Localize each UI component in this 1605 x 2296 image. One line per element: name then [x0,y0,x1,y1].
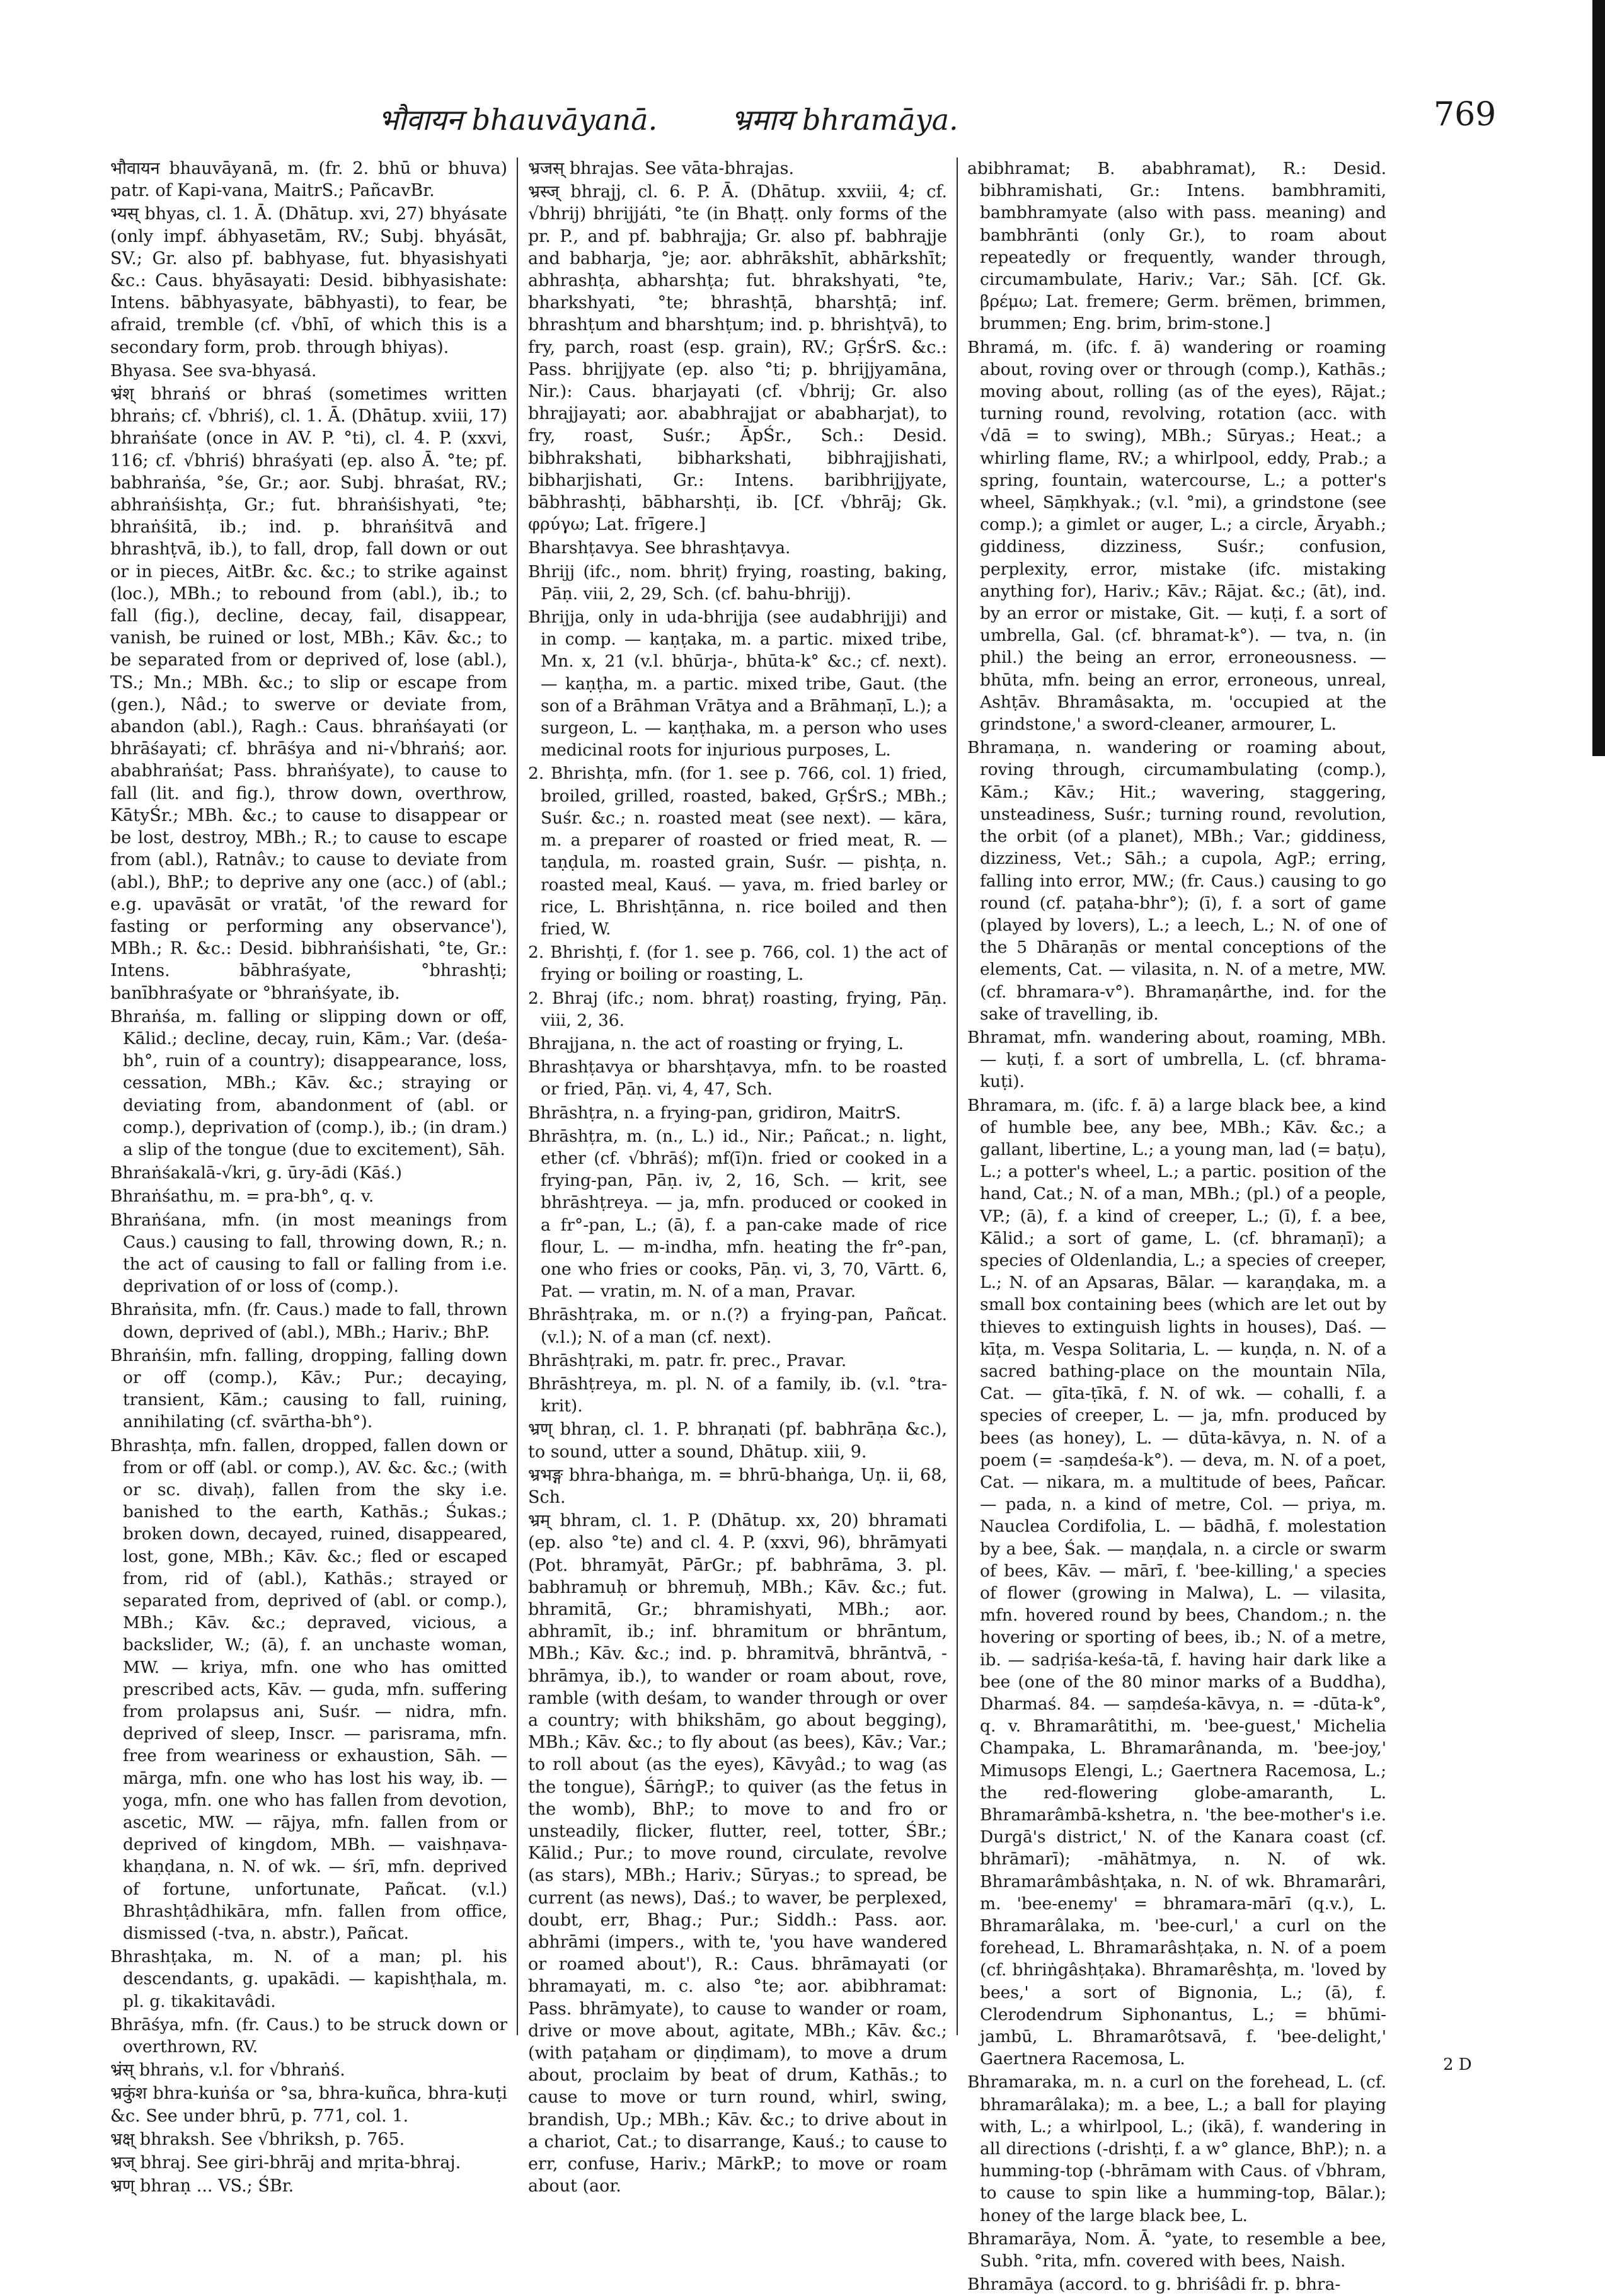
dictionary-entry: Bhramarāya, Nom. Ā. °yate, to resemble a bee, Subh. °rita, mfn. covered with bees, Naish. [967,2229,1386,2271]
running-head-left: भौवायन bhauvāyanā. [378,103,658,137]
entry-text: भ्रजस् bhrajas. See vāta-bhrajas. [528,159,795,178]
dictionary-entry [110,2128,507,2150]
dictionary-entry: Bhramara, m. (ifc. f. ā) a large black bee, a kind of humble bee, any bee, MBh.; Kāv. &c.; a gallant, libertine, L.; a young man, lad (= baṭu), L.; a potter's wheel, L.; a partic. position of the hand, Cat.; N. of a man, MBh.; (pl.) of a people, VP.; (ā), f. a kind of creeper, L.; (ī), f. a bee, Kālid.; a sort of game, L. (cf. bhramaṇī); a species of Oldenlandia, L.; a species of creeper, L.; N. of an Apsaras, Bālar. — karaṇḍaka, m. a small box containing bees (which are let out by thieves to extinguish lights in houses), Daś. — kīṭa, m. Vespa Solitaria, L. — kuṇḍa, n. N. of a sacred bathing-place on the mountain Nīla, Cat. — gīta-ṭīkā, f. N. of wk. — cohalli, f. a species of creeper, L. — ja, mfn. produced by bees (as honey), L. — dūta-kāvya, n. N. of a poem (= -saṃdeśa-k°). — deva, m. N. of a poet, Cat. — nikara, m. a multitude of bees, Pañcar. — pada, n. a kind of metre, Col. — priya, m. Nauclea Cordifolia, L. — bādhā, f. molestation by a bee, Śak. — maṇḍala, n. a circle or swarm of bees, Kāv. — mārī, f. 'bee-killing,' a species of flower (growing in Malwa), L. — vilasita, mfn. hovered round by bees, Chandom.; n. the hovering or sporting of bees, ib.; N. of a metre, ib. — sadṛiśa-keśa-tā, f. having hair dark like a bee (one of the 80 minor marks of a Buddha), Dharmaś. 84. — saṃdeśa-kāvya, n. = -dūta-k°, q. v. Bhramarâtithi, m. 'bee-guest,' Michelia Champaka, L. Bhramarânanda, m. 'bee-joy,' Mimusops Elengi, L.; Gaertnera Racemosa, L.; the red-flowering globe-amaranth, L. Bhramarâmbā-kshetra, n. 'the bee-mother's i.e. Durgā's district,' N. of the Kanara coast (cf. bhrāmarī); -māhātmya, n. N. of wk. Bhramarâmbâshṭaka, n. N. of wk. Bhramarâri, m. 'bee-enemy' = bhramara-mārī (q.v.), L. Bhramarâlaka, m. 'bee-curl,' a curl on the forehead, L. Bhramarâshṭaka, n. N. of a poem (cf. bhriṅgâshṭaka). Bhramarêshṭa, m. 'loved by bees,' a sort of Bignonia, L.; (ā), f. Clerodendrum Siphonantus, L.; = bhūmi-jambū, L. Bhramarôtsavā, f. 'bee-delight,' Gaertnera Racemosa, L. [967,1095,1386,2069]
column-1 [110,158,507,2196]
dictionary-entry [528,1418,947,1462]
dictionary-entry: 2. Bhraj (ifc.; nom. bhraṭ) roasting, frying, Pāṇ. viii, 2, 36. [528,988,947,1030]
entry-text: भ्रण् bhraṇ, cl. 1. P. bhraṇati (pf. babhrāṇa &c.), to sound, utter a sound, Dhātup. xiii, 9. [528,1420,947,1462]
entry-text: भ्रक्ष् bhraksh. See √bhriksh, p. 765. [110,2129,405,2149]
thumb-index-tab [1592,0,1605,756]
dictionary-entry: Bhraṅśakalā-√kri, g. ūry-ādi (Kāś.) [110,1163,402,1183]
entry-text: भ्रकुंश bhra-kuṅśa or °sa, bhra-kuñca, bhra-kuṭi &c. See under bhrū, p. 771, col. 1. [110,2084,507,2126]
dictionary-entry: Bhramat, mfn. wandering about, roaming, MBh. — kuṭi, f. a sort of umbrella, L. (cf. bhrama-kuṭi). [967,1027,1386,1092]
entry-text: भ्रभङ्ग bhra-bhaṅga, m. = bhrū-bhaṅga, Uṇ. ii, 68, Sch. [528,1465,947,1507]
dictionary-entry: Bhraṅśa, m. falling or slipping down or off, Kālid.; decline, decay, ruin, Kām.; Var. (deśa-bh°, ruin of a country); disappearance, loss, cessation, MBh.; Kāv. &c.; straying or deviating from, abandonment of (abl. or comp.), deprivation of (comp.), ib.; (in dram.) a slip of the tongue (due to excitement), Sāh. [110,1006,507,1159]
dictionary-entry: Bhrashṭavya or bharshṭavya, mfn. to be roasted or fried, Pāṇ. vi, 4, 47, Sch. [528,1057,947,1099]
dictionary-entry: 2. Bhrishṭi, f. (for 1. see p. 766, col. 1) the act of frying or boiling or roasting, L. [528,943,947,985]
dictionary-entry [528,158,947,180]
dictionary-entry: Bhrāshṭra, n. a frying-pan, gridiron, MaitrS. [528,1103,901,1123]
dictionary-entry [528,1464,947,1508]
running-head-right: भ्रमाय bhramāya. [731,103,958,137]
dictionary-entry: Bharshṭavya. See bhrashṭavya. [528,538,791,558]
dictionary-entry: Bhrāshṭra, m. (n., L.) id., Nir.; Pañcat.; n. light, ether (cf. √bhrāś); mf(ī)n. fried or cooked in a frying-pan, Pāṇ. iv, 2, 16, Sch. — krit, see bhrāshṭreya. — ja, mfn. produced or cooked in a fr°-pan, L.; (ā), f. a pan-cake made of rice flour, L. — m-indha, mfn. heating the fr°-pan, one who fries or cooks, Pāṇ. vi, 3, 70, Vārtt. 6, Pat. — vratin, m. N. of a man, Pravar. [528,1126,947,1302]
dictionary-entry [110,383,507,1004]
column-divider [517,158,518,2035]
dictionary-entry: 2. Bhrishṭa, mfn. (for 1. see p. 766, col. 1) fried, broiled, grilled, roasted, baked, GṛŚrS.; MBh.; Suśr. &c.; n. roasted meat (see next). — kāra, m. a preparer of roasted or fried meat, R. — taṇḍula, m. roasted grain, Suśr. — pishṭa, n. roasted meal, Kauś. — yava, m. fried barley or rice, L. Bhrishṭānna, n. rice boiled and then fried, W. [528,764,947,939]
entry-text: भ्रंस् bhraṅs, v.l. for √bhraṅś. [110,2060,345,2081]
page-number: 769 [1434,96,1497,134]
dictionary-entry: Bhrajjana, n. the act of roasting or frying, L. [528,1033,904,1053]
dictionary-entry: Bhraṅśathu, m. = pra-bh°, q. v. [110,1186,374,1207]
entry-text: भ्रण् bhraṇ ... VS.; ŚBr. [110,2176,294,2196]
dictionary-entry [110,2059,507,2081]
dictionary-entry: Bhrāśya, mfn. (fr. Caus.) to be struck down or overthrown, RV. [110,2014,507,2057]
column-2 [528,158,947,2196]
dictionary-entry [110,2152,507,2174]
dictionary-entry: Bhrashṭaka, m. N. of a man; pl. his descendants, g. upakādi. — kapishṭhala, m. pl. g. tikakitavâdi. [110,1947,507,2011]
dictionary-entry: Bhraṅsita, mfn. (fr. Caus.) made to fall, thrown down, deprived of (abl.), MBh.; Hariv.; BhP. [110,1300,507,1342]
dictionary-entry [528,181,947,536]
dictionary-entry: Bhrijj (ifc., nom. bhriṭ) frying, roasting, baking, Pāṇ. viii, 2, 29, Sch. (cf. bahu-bhrijj). [528,561,947,604]
dictionary-entry: Bhraṅśin, mfn. falling, dropping, falling down or off (comp.), Kāv.; Pur.; decaying, transient, Kām.; causing to fall, ruining, annihilating (cf. svārtha-bh°). [110,1345,507,1432]
dictionary-entry: Bhrāshṭreya, m. pl. N. of a family, ib. (v.l. °tra-krit). [528,1374,947,1416]
dictionary-entry: Bhraṅśana, mfn. (in most meanings from Caus.) causing to fall, throwing down, R.; n. the act of causing to fall or falling from i.e. deprivation of or loss of (comp.). [110,1210,507,1297]
dictionary-entry: Bhrashṭa, mfn. fallen, dropped, fallen down or from or off (abl. or comp.), AV. &c. &c.; (with or sc. divaḥ), fallen from the sky i.e. banished to the earth, Kathās.; Śukas.; broken down, decayed, ruined, disappeared, lost, gone, MBh.; Kāv. &c.; fled or escaped from, rid of (abl.), Kathās.; strayed or separated from, deprived of (abl. or comp.), MBh.; Kāv. &c.; depraved, vicious, a backslider, W.; (ā), f. an unchaste woman, MW. — kriya, mfn. one who has omitted prescribed acts, Kāv. — guda, mfn. suffering from prolapsus ani, Suśr. — nidra, mfn. deprived of sleep, Inscr. — parisrama, mfn. free from weariness or exhaustion, Sāh. — mārga, mfn. one who has lost his way, ib. — yoga, mfn. one who has fallen from devotion, ascetic, MW. — rājya, mfn. fallen from or deprived of kingdom, MBh. — vaishṇava-khaṇḍana, n. N. of wk. — śrī, mfn. deprived of fortune, unfortunate, Pañcat. (v.l.) Bhrashṭâdhikāra, mfn. fallen from office, dismissed (-tva, n. abstr.), Pañcat. [110,1435,507,1944]
column-3 [967,158,1386,2295]
entry-text: भ्रम् bhram, cl. 1. P. (Dhātup. xx, 20) bhramati (ep. also °te) and cl. 4. P. (xxvi, 96), bhrāmyati (Pot. bhramyāt, PārGr.; pf. babhrāma, 3. pl. babhramuḥ or bhremuḥ, MBh.; Kāv. &c.; fut. bhramitā, Gr.; bhramishyati, MBh.; aor. abhramīt, ib.; inf. bhramitum or bhrāntum, MBh.; Kāv. &c.; ind. p. bhramitvā, bhrāntvā, -bhrāmya, ib.), to wander or roam about, rove, ramble (with deśam, to wander through or over a country; with bhikshām, go about begging), MBh.; Kāv. &c.; to fly about (as bees), Kāv.; Var.; to roll about (as the eyes), Kāvyâd.; to wag (as the tongue), ŚārṅgP.; to quiver (as the fetus in the womb), BhP.; to move to and fro or unsteadily, flicker, flutter, reel, totter, ŚBr.; Kālid.; Pur.; to move round, circulate, revolve (as stars), MBh.; Hariv.; Sūryas.; to spread, be current (as news), Daś.; to waver, be perplexed, doubt, err, Bhag.; Pur.; Siddh.: Pass. aor. abhrāmi (impers., with te, 'you have wandered or roamed about'), R.: Caus. bhrāmayati (or bhramayati, m. c. also °te; aor. abibhramat: Pass. bhrāmyate), to cause to wander or roam, drive or move about, agitate, MBh.; Kāv. &c.; (with paṭaham or ḍiṇḍimam), to move a drum about, proclaim by beat of drum, Kathās.; to cause to move or turn round, whirl, swing, brandish, Up.; MBh.; Kāv. &c.; to drive about in a chariot, Cat.; to disarrange, Kauś.; to cause to err, confuse, Hariv.; MārkP.; to move or roam about (aor. [528,1511,947,2196]
entry-text: भ्रस्ज् bhrajj, cl. 6. P. Ā. (Dhātup. xxviii, 4; cf. √bhrij) bhrijjáti, °te (in Bhaṭṭ. only forms of the pr. P., and pf. babhrajja; Gr. also pf. babhrajje and babharja, °je; aor. abhrākshīt, abhārkshīt; abhrashṭa, abharshṭa; fut. bhrakshyati, °te, bharkshyati, °te; bhrashṭā, bharshṭā; inf. bhrashṭum and bharshṭum; ind. p. bhrishṭvā), to fry, parch, roast (esp. grain), RV.; GṛŚrS. &c.: Pass. bhrijjyate (ep. also °ti; p. bhrijjyamāna, Nir.): Caus. bharjayati (cf. √bhrij; Gr. also bhrajjayati; aor. ababhrajjat or ababharjat), to fry, roast, Suśr.; ĀpŚr., Sch.: Desid. bibhrakshati, bibharkshati, bibhrajjishati, bibharjishati, Gr.: Intens. baribhrijjyate, bābhrashṭi, bābharshṭi, ib. [Cf. √bhrāj; Gk. φρύγω; Lat. frīgere.] [528,182,947,535]
dictionary-entry [110,2082,507,2127]
dictionary-entry [528,1510,947,2197]
dictionary-entry [110,158,507,202]
entry-text: भ्रंश् bhraṅś or bhraś (sometimes written bhraṅs; cf. √bhriś), cl. 1. Ā. (Dhātup. xviii, 17) bhraṅśate (once in AV. P. °ti), cl. 4. P. (xxvi, 116; cf. √bhriś) bhraśyati (ep. also Ā. °te; pf. babhraṅśa, °śe, Gr.; aor. Subj. bhraśat, RV.; abhraṅśishṭa, Gr.; fut. bhraṅśishyati, °te; bhraṅśitā, ib.; ind. p. bhraṅśitvā and bhrashṭvā, ib.), to fall, drop, fall down or out or in pieces, AitBr. &c. &c.; to strike against (loc.), MBh.; to rebound from (abl.), ib.; to fall (fig.), decline, decay, fail, disappear, vanish, be ruined or lost, MBh.; Kāv. &c.; to be separated from or deprived of, lose (abl.), TS.; Mn.; MBh. &c.; to slip or escape from (gen.), Nâd.; to swerve or deviate from, abandon (abl.), Ragh.: Caus. bhraṅśayati (or bhrāśayati; cf. bhrāśya and ni-√bhraṅś; aor. ababhraṅśat; Pass. bhraṅśyate), to cause to fall (lit. and fig.), throw down, overthrow, KātyŚr.; MBh. &c.; to cause to disappear or be lost, destroy, MBh.; R.; to cause to escape from (abl.), Ratnâv.; to cause to deviate from (abl.), BhP.; to deprive any one (acc.) of (abl.; e.g. upavāsāt or vratāt, 'of the reward for fasting or performing any observance'), MBh.; R. &c.: Desid. bibhraṅśishati, °te, Gr.: Intens. bābhraśyate, °bhrashṭi; banībhraśyate or °bhraṅśyate, ib. [110,384,507,1003]
dictionary-entry [110,2175,507,2197]
dictionary-entry: abibhramat; B. ababhramat), R.: Desid. bibhramishati, Gr.: Intens. bambhramiti, bambhramyate (also with pass. meaning) and bambhrānti (only Gr.), to roam about repeatedly or frequently, wander through, circumambulate, Hariv.; Var.; Sāh. [Cf. Gk. βρέμω; Lat. fremere; Germ. brëmen, brimmen, brummen; Eng. brim, brim-stone.] [967,159,1386,334]
dictionary-entry: Bhrāshṭraki, m. patr. fr. prec., Pravar. [528,1350,847,1370]
dictionary-entry: Bhramaṇa, n. wandering or roaming about, roving through, circumambulating (comp.), Kām.; Kāv.; Hit.; wavering, staggering, unsteadiness, Suśr.; turning round, revolution, the orbit (of a planet), MBh.; Var.; giddiness, dizziness, Vet.; Sāh.; a cupola, AgP.; erring, falling into error, MW.; (fr. Caus.) causing to go round (cf. paṭaha-bhr°); (ī), f. a sort of game (played by lovers), L.; a leech, L.; N. of one of the 5 Dhāraṇās or mental conceptions of the elements, Cat. — vilasita, n. N. of a metre, MW. (cf. bhramara-v°). Bhramaṇârthe, ind. for the sake of travelling, ib. [967,738,1386,1024]
dictionary-entry: Bhrijja, only in uda-bhrijja (see audabhrijji) and in comp. — kaṇṭaka, m. a partic. mixed tribe, Mn. x, 21 (v.l. bhūrja-, bhūta-k° &c.; cf. next). — kaṇṭha, m. a partic. mixed tribe, Gaut. (the son of a Brāhman Vrātya and a Brāhmaṇī, L.); a surgeon, L. — kaṇṭhaka, m. a person who uses medicinal roots for injurious purposes, L. [528,607,947,761]
entry-text: भौवायन bhauvāyanā, m. (fr. 2. bhū or bhuva) patr. of Kapi-vana, MaitrS.; PañcavBr. [110,159,507,201]
dictionary-entry: Bhramāya (accord. to g. bhriśâdi fr. p. bhra- [967,2275,1341,2295]
entry-text: भ्यस् bhyas, cl. 1. Ā. (Dhātup. xvi, 27) bhyásate (only impf. ábhyasetām, RV.; Subj. bhyásāt, SV.; Gr. also pf. babhyase, fut. bhyasishyati &c.: Caus. bhyāsayati: Desid. bibhyasishate: Intens. bābhyasyate, bābhyasti), to fear, be afraid, tremble (cf. √bhī, of which this is a secondary form, prob. through bhiyas). [110,204,507,357]
dictionary-entry [110,203,507,358]
column-divider [957,158,958,2035]
dictionary-entry: Bhrāshṭraka, m. or n.(?) a frying-pan, Pañcat. (v.l.); N. of a man (cf. next). [528,1305,947,1347]
entry-text: भ्रज् bhraj. See giri-bhrāj and mṛita-bhraj. [110,2153,461,2173]
dictionary-entry: Bhyasa. See sva-bhyasá. [110,360,317,381]
signature-mark: 2 D [1443,2055,1472,2074]
dictionary-entry: Bhramá, m. (ifc. f. ā) wandering or roaming about, roving over or through (comp.), Kathās.; moving about, rolling (as of the eyes), Rājat.; turning round, revolving, rotation (acc. with √dā = to swing), MBh.; Sūryas.; Heat.; a whirling flame, RV.; a whirlpool, eddy, Prab.; a spring, fountain, watercourse, L.; a potter's wheel, Sāṃkhyak.; (v.l. °mi), a grindstone (see comp.); a gimlet or auger, L.; a circle, Āryabh.; giddiness, dizziness, Suśr.; confusion, perplexity, error, mistake (ifc. mistaking anything for), Hariv.; Kāv.; Rājat. &c.; (āt), ind. by an error or mistake, Git. — kuṭi, f. a sort of umbrella, Gal. (cf. bhramat-k°). — tva, n. (in phil.) the being an error, erroneousness. — bhūta, mfn. being an error, erroneous, unreal, Ashṭāv. Bhramâsakta, m. 'occupied at the grindstone,' a sword-cleaner, armourer, L. [967,337,1386,735]
dictionary-entry: Bhramaraka, m. n. a curl on the forehead, L. (cf. bhramarâlaka); m. a bee, L.; a ball for playing with, L.; a whirlpool, L.; (ikā), f. wandering in all directions (-drishṭi, f. a w° glance, BhP.); n. a humming-top (-bhrāmam with Caus. of √bhram, to cause to spin like a humming-top, Bālar.); honey of the large black bee, L. [967,2072,1386,2225]
